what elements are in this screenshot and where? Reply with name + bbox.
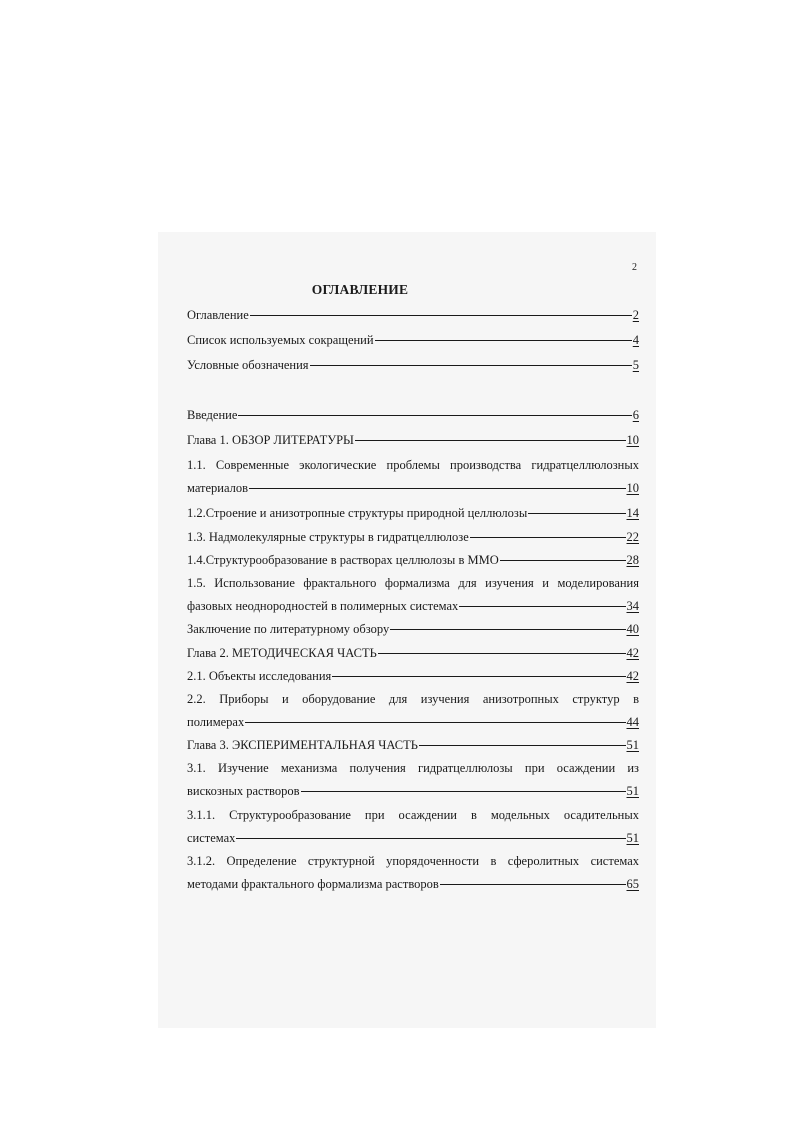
toc-entry[interactable] xyxy=(187,757,639,803)
toc-entry-first-line: 2.2. Приборы и оборудование для изучения анизотропных структур в xyxy=(187,692,639,706)
toc-entry-first-line: 1.5. Использование фрактального формализма для изучения и моделирования xyxy=(187,576,639,590)
leader-line xyxy=(375,340,632,341)
leader-line xyxy=(470,537,626,538)
toc-entry-text: Глава 3. ЭКСПЕРИМЕНТАЛЬНАЯ ЧАСТЬ xyxy=(187,738,418,752)
toc-entry-text: Список используемых сокращений xyxy=(187,333,374,347)
toc-title: ОГЛАВЛЕНИЕ xyxy=(311,282,409,297)
leader-line xyxy=(250,315,632,316)
toc-entry[interactable] xyxy=(187,850,639,896)
leader-line xyxy=(500,560,626,561)
toc-entry-page: 42 xyxy=(626,669,639,683)
leader-line xyxy=(528,513,625,514)
toc-entry[interactable] xyxy=(187,454,639,500)
toc-entry-page: 40 xyxy=(626,622,639,636)
toc-entry-text: методами фрактального формализма растворов xyxy=(187,877,439,892)
leader-line xyxy=(378,653,626,654)
toc-entry[interactable] xyxy=(187,404,639,427)
toc-entry-page: 22 xyxy=(626,530,639,544)
toc-entry-text: Глава 2. МЕТОДИЧЕСКАЯ ЧАСТЬ xyxy=(187,646,377,660)
toc-entry[interactable] xyxy=(187,549,639,572)
toc-entry-text: Условные обозначения xyxy=(187,358,309,372)
toc-entry-page: 6 xyxy=(632,408,639,422)
toc-entry-page: 51 xyxy=(626,784,639,799)
leader-line xyxy=(355,440,626,441)
toc-entry[interactable] xyxy=(187,804,639,850)
leader-line xyxy=(419,745,626,746)
leader-line xyxy=(236,838,625,839)
toc-entry[interactable] xyxy=(187,502,639,525)
toc-entry-text: материалов xyxy=(187,481,249,496)
toc-entry-page: 34 xyxy=(626,599,639,614)
toc-entry-text: 1.4.Структурообразование в растворах целлюлозы в ММО xyxy=(187,553,499,567)
toc-entry[interactable] xyxy=(187,354,639,377)
toc-entry-first-line: 1.1. Современные экологические проблемы производства гидратцеллюлозных xyxy=(187,458,639,472)
toc-entry[interactable] xyxy=(187,526,639,549)
leader-line xyxy=(390,629,625,630)
toc-entry-page: 42 xyxy=(626,646,639,660)
leader-line xyxy=(459,606,625,607)
toc-entry[interactable] xyxy=(187,304,639,327)
toc-entry-text: вискозных растворов xyxy=(187,784,300,799)
toc-entry-text: 1.3. Надмолекулярные структуры в гидратцеллюлозе xyxy=(187,530,469,544)
toc-entry[interactable] xyxy=(187,642,639,665)
toc-entry-text: Введение xyxy=(187,408,238,422)
toc-entry[interactable] xyxy=(187,618,639,641)
toc-entry[interactable] xyxy=(187,572,639,618)
toc-entry-first-line: 3.1.2. Определение структурной упорядоченности в сферолитных системах xyxy=(187,854,639,868)
toc-entry-page: 51 xyxy=(626,738,639,752)
page-number: 2 xyxy=(632,262,637,273)
leader-line xyxy=(440,884,626,885)
toc-entry-text: Заключение по литературному обзору xyxy=(187,622,390,636)
leader-line xyxy=(245,722,625,723)
toc-entry-text: 1.2.Строение и анизотропные структуры природной целлюлозы xyxy=(187,506,528,520)
leader-line xyxy=(310,365,632,366)
toc-entry-text: Глава 1. ОБЗОР ЛИТЕРАТУРЫ xyxy=(187,433,354,447)
toc-entry-text: системах xyxy=(187,831,236,846)
leader-line xyxy=(249,488,625,489)
toc-entry-text: полимерах xyxy=(187,715,245,730)
toc-entry-page: 10 xyxy=(626,481,639,496)
toc-entry[interactable] xyxy=(187,688,639,734)
toc-entry[interactable] xyxy=(187,734,639,757)
toc-entry-text: Оглавление xyxy=(187,308,249,322)
toc-entry-text: 2.1. Объекты исследования xyxy=(187,669,332,683)
toc-entry-page: 65 xyxy=(626,877,639,892)
toc-entry-first-line: 3.1.1. Структурообразование при осаждении в модельных осадительных xyxy=(187,808,639,822)
toc-entry-page: 10 xyxy=(626,433,639,447)
leader-line xyxy=(301,791,626,792)
toc-entry-page: 14 xyxy=(626,506,639,520)
leader-line xyxy=(238,415,631,416)
toc-entry-page: 28 xyxy=(626,553,639,567)
toc-entry[interactable] xyxy=(187,665,639,688)
toc-entry-page: 51 xyxy=(626,831,639,846)
toc-entry-page: 4 xyxy=(632,333,639,347)
toc-entry-page: 2 xyxy=(632,308,639,322)
toc-entry-page: 5 xyxy=(632,358,639,372)
toc-entry-text: фазовых неоднородностей в полимерных системах xyxy=(187,599,459,614)
toc-entry[interactable] xyxy=(187,429,639,452)
toc-entry-first-line: 3.1. Изучение механизма получения гидратцеллюлозы при осаждении из xyxy=(187,761,639,775)
toc-entry-page: 44 xyxy=(626,715,639,730)
toc-entry[interactable] xyxy=(187,329,639,352)
leader-line xyxy=(332,676,625,677)
